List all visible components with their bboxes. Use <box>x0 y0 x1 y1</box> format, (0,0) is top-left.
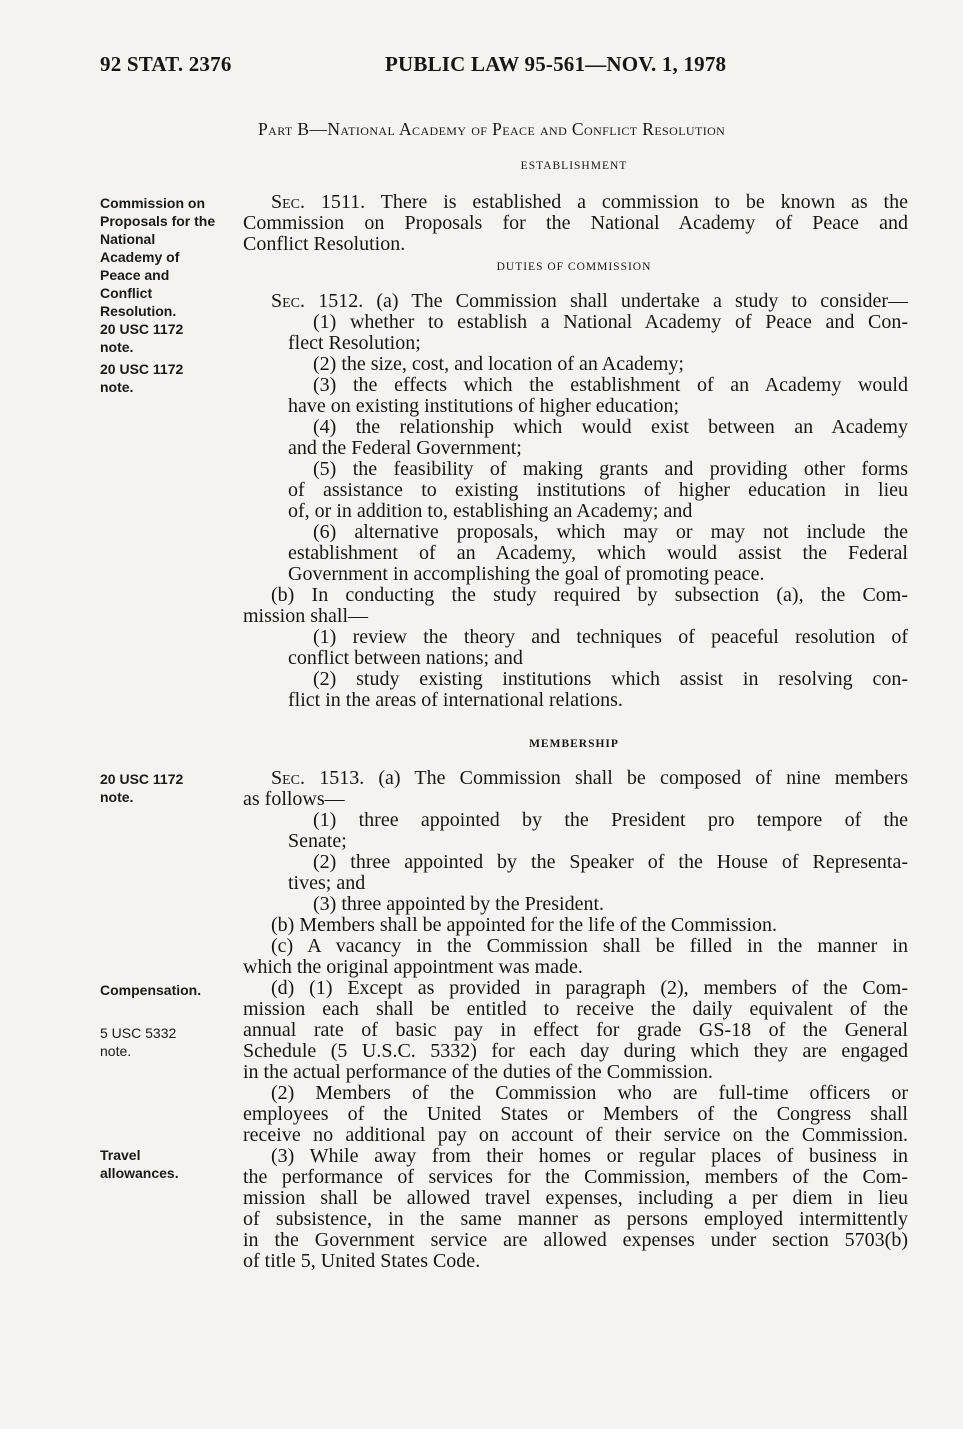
statute-page-number: 92 STAT. 2376 <box>100 52 232 76</box>
text-line: (2) three appointed by the Speaker of the House of Representa- <box>313 851 908 873</box>
section-label: Sec. 1511. <box>271 191 366 213</box>
margin-note-line: Peace and <box>100 267 170 283</box>
text-line: mission shall— <box>243 605 369 627</box>
text-line: (c) A vacancy in the Commission shall be filled in the manner in <box>271 935 908 957</box>
margin-note-usc-2 <box>100 360 240 396</box>
text-line: mission shall be allowed travel expenses, including a per diem in lieu <box>243 1187 908 1209</box>
text-line: have on existing institutions of higher education; <box>288 395 680 417</box>
text-line: (3) While away from their homes or regular places of business in <box>271 1145 908 1167</box>
text-line: (6) alternative proposals, which may or may not include the <box>313 521 908 543</box>
text-line: receive no additional pay on account of their service on the Commission. <box>243 1124 908 1146</box>
heading-duties: DUTIES OF COMMISSION <box>496 261 652 273</box>
margin-note-line: Academy of <box>100 249 180 265</box>
text-line: (1) review the theory and techniques of peaceful resolution of <box>313 626 908 648</box>
margin-note-line: Proposals for the <box>100 213 216 229</box>
text-span: (a) The Commission shall be composed of nine members <box>364 767 909 789</box>
text-line: employees of the United States or Members of the Congress shall <box>243 1103 908 1125</box>
margin-note-travel <box>100 1146 240 1182</box>
text-line: Schedule (5 U.S.C. 5332) for each day during which they are engaged <box>243 1040 908 1062</box>
margin-note-line: Travel <box>100 1147 141 1163</box>
text-line: (d) (1) Except as provided in paragraph (2), members of the Com- <box>271 977 908 999</box>
text-line <box>243 768 908 789</box>
margin-note-line: 5 USC 5332 <box>100 1025 177 1041</box>
text-line: in the actual performance of the duties of the Commission. <box>243 1061 713 1083</box>
text-line: (b) Members shall be appointed for the life of the Commission. <box>271 914 778 936</box>
text-line: of assistance to existing institutions of higher education in lieu <box>288 479 908 501</box>
text-line: Commission on Proposals for the National Academy of Peace and <box>243 212 908 234</box>
text-line: (b) In conducting the study required by subsection (a), the Com- <box>271 584 908 606</box>
text-line: the performance of services for the Commission, members of the Com- <box>243 1166 908 1188</box>
margin-note-line: Resolution. <box>100 303 177 319</box>
text-line: in the Government service are allowed expenses under section 5703(b) <box>243 1229 908 1251</box>
margin-note-usc-5332 <box>100 1024 240 1060</box>
margin-note-line: note. <box>100 789 134 805</box>
section-label: Sec. 1512. <box>271 290 364 312</box>
section-1511 <box>243 192 908 255</box>
margin-note-line: National <box>100 231 156 247</box>
text-line: of title 5, United States Code. <box>243 1250 481 1272</box>
margin-note-compensation: Compensation. <box>100 982 202 998</box>
margin-note-commission <box>100 194 240 320</box>
margin-note-line: 20 USC 1172 <box>100 771 184 787</box>
text-line: and the Federal Government; <box>288 437 522 459</box>
text-line <box>243 192 908 213</box>
text-line: (1) whether to establish a National Academy of Peace and Con- <box>313 311 908 333</box>
text-line <box>243 291 908 312</box>
margin-note-line: note. <box>100 379 134 395</box>
section-1512 <box>243 291 908 711</box>
margin-note-line: Commission on <box>100 195 206 211</box>
heading-membership: MEMBERSHIP <box>529 738 619 750</box>
text-line: (1) three appointed by the President pro tempore of the <box>313 809 908 831</box>
margin-note-usc-1 <box>100 320 240 356</box>
text-line: conflict between nations; and <box>288 647 523 669</box>
text-line: flict in the areas of international relations. <box>288 689 623 711</box>
section-label: Sec. 1513. <box>271 767 365 789</box>
public-law-header: PUBLIC LAW 95-561—NOV. 1, 1978 <box>385 52 727 76</box>
margin-note-line: 20 USC 1172 <box>100 361 184 377</box>
part-title: Part B—National Academy of Peace and Conflict Resolution <box>258 119 726 139</box>
text-line: which the original appointment was made. <box>243 956 583 978</box>
text-line: annual rate of basic pay in effect for grade GS-18 of the General <box>243 1019 908 1041</box>
text-line: (3) the effects which the establishment of an Academy would <box>313 374 908 396</box>
text-line: (2) study existing institutions which assist in resolving con- <box>313 668 908 690</box>
margin-note-usc-3 <box>100 770 240 806</box>
text-line: Senate; <box>288 830 347 852</box>
text-line: (4) the relationship which would exist between an Academy <box>313 416 908 438</box>
text-line: mission each shall be entitled to receive the daily equivalent of the <box>243 998 908 1020</box>
text-line: establishment of an Academy, which would assist the Federal <box>288 542 908 564</box>
text-line: as follows— <box>243 788 345 810</box>
text-line: (3) three appointed by the President. <box>313 893 605 915</box>
text-line: flect Resolution; <box>288 332 421 354</box>
text-span: There is established a commission to be known as the <box>365 191 908 213</box>
text-line: (5) the feasibility of making grants and providing other forms <box>313 458 908 480</box>
margin-note-line: allowances. <box>100 1165 179 1181</box>
margin-note-line: 20 USC 1172 <box>100 321 184 337</box>
text-line: (2) Members of the Commission who are full-time officers or <box>271 1082 908 1104</box>
text-line: tives; and <box>288 872 366 894</box>
margin-note-line: note. <box>100 339 134 355</box>
text-line: Government in accomplishing the goal of promoting peace. <box>288 563 765 585</box>
section-1513 <box>243 768 908 1272</box>
text-span: (a) The Commission shall undertake a study to consider— <box>363 290 909 312</box>
text-line: Conflict Resolution. <box>243 233 406 255</box>
margin-note-line: note. <box>100 1043 132 1059</box>
text-line: of subsistence, in the same manner as persons employed intermittently <box>243 1208 908 1230</box>
margin-note-line: Conflict <box>100 285 153 301</box>
heading-establishment: ESTABLISHMENT <box>520 160 628 172</box>
text-line: of, or in addition to, establishing an Academy; and <box>288 500 693 522</box>
text-line: (2) the size, cost, and location of an Academy; <box>313 353 684 375</box>
